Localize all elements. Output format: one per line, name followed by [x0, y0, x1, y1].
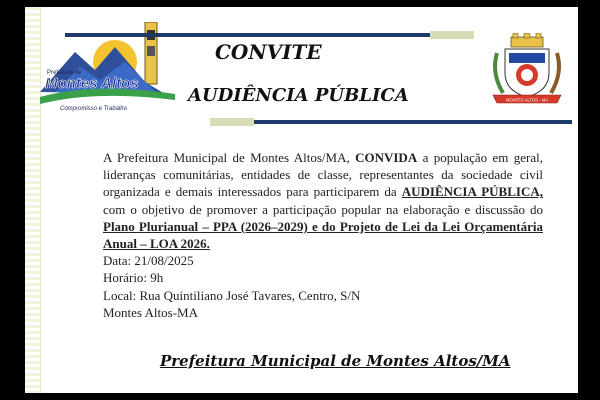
logo-name: Montes Altos — [45, 75, 139, 92]
event-location: Local: Rua Quintiliano José Tavares, Centro, S/N — [103, 287, 361, 303]
event-date: Data: 21/08/2025 — [103, 253, 194, 269]
header-rule-bottom — [254, 120, 572, 124]
invitation-paragraph — [103, 149, 543, 252]
audiencia-emphasis: AUDIÊNCIA PÚBLICA, — [401, 184, 543, 200]
crest-banner-text: MONTES ALTOS - MA — [505, 97, 549, 103]
header-rule-top — [65, 33, 430, 37]
page-title: CONVITE — [215, 40, 322, 64]
event-time: Horário: 9h — [103, 270, 164, 286]
paragraph-intro: A Prefeitura Municipal de Montes Altos/MA, — [103, 150, 356, 165]
logo-small-text: Prefeitura de — [47, 70, 82, 76]
footer-signature: Prefeitura Municipal de Montes Altos/MA — [160, 352, 511, 370]
invitation-page — [25, 7, 578, 393]
municipal-crest — [487, 33, 567, 108]
logo-tagline: Compromisso e Trabalho — [60, 106, 127, 112]
ppa-loa-emphasis: Plano Plurianual – PPA (2026–2029) e do Projeto de Lei da Lei Orçamentária Anual – LOA 2026. — [103, 218, 543, 252]
paragraph-purpose: com o objetivo de promover a participação popular na elaboração e discussão do — [103, 201, 543, 217]
convida-emphasis: CONVIDA — [355, 150, 418, 165]
paragraph-middle: a população em geral, lideranças comunitárias, entidades de classe, representantes da sociedade civil organizada e demais interessados para participarem da — [103, 150, 543, 200]
page-subtitle: AUDIÊNCIA PÚBLICA — [188, 85, 409, 106]
header-accent-bottom — [210, 118, 254, 126]
invitation-body — [103, 149, 543, 321]
event-city: Montes Altos-MA — [103, 304, 198, 320]
header-accent-top — [430, 31, 474, 39]
